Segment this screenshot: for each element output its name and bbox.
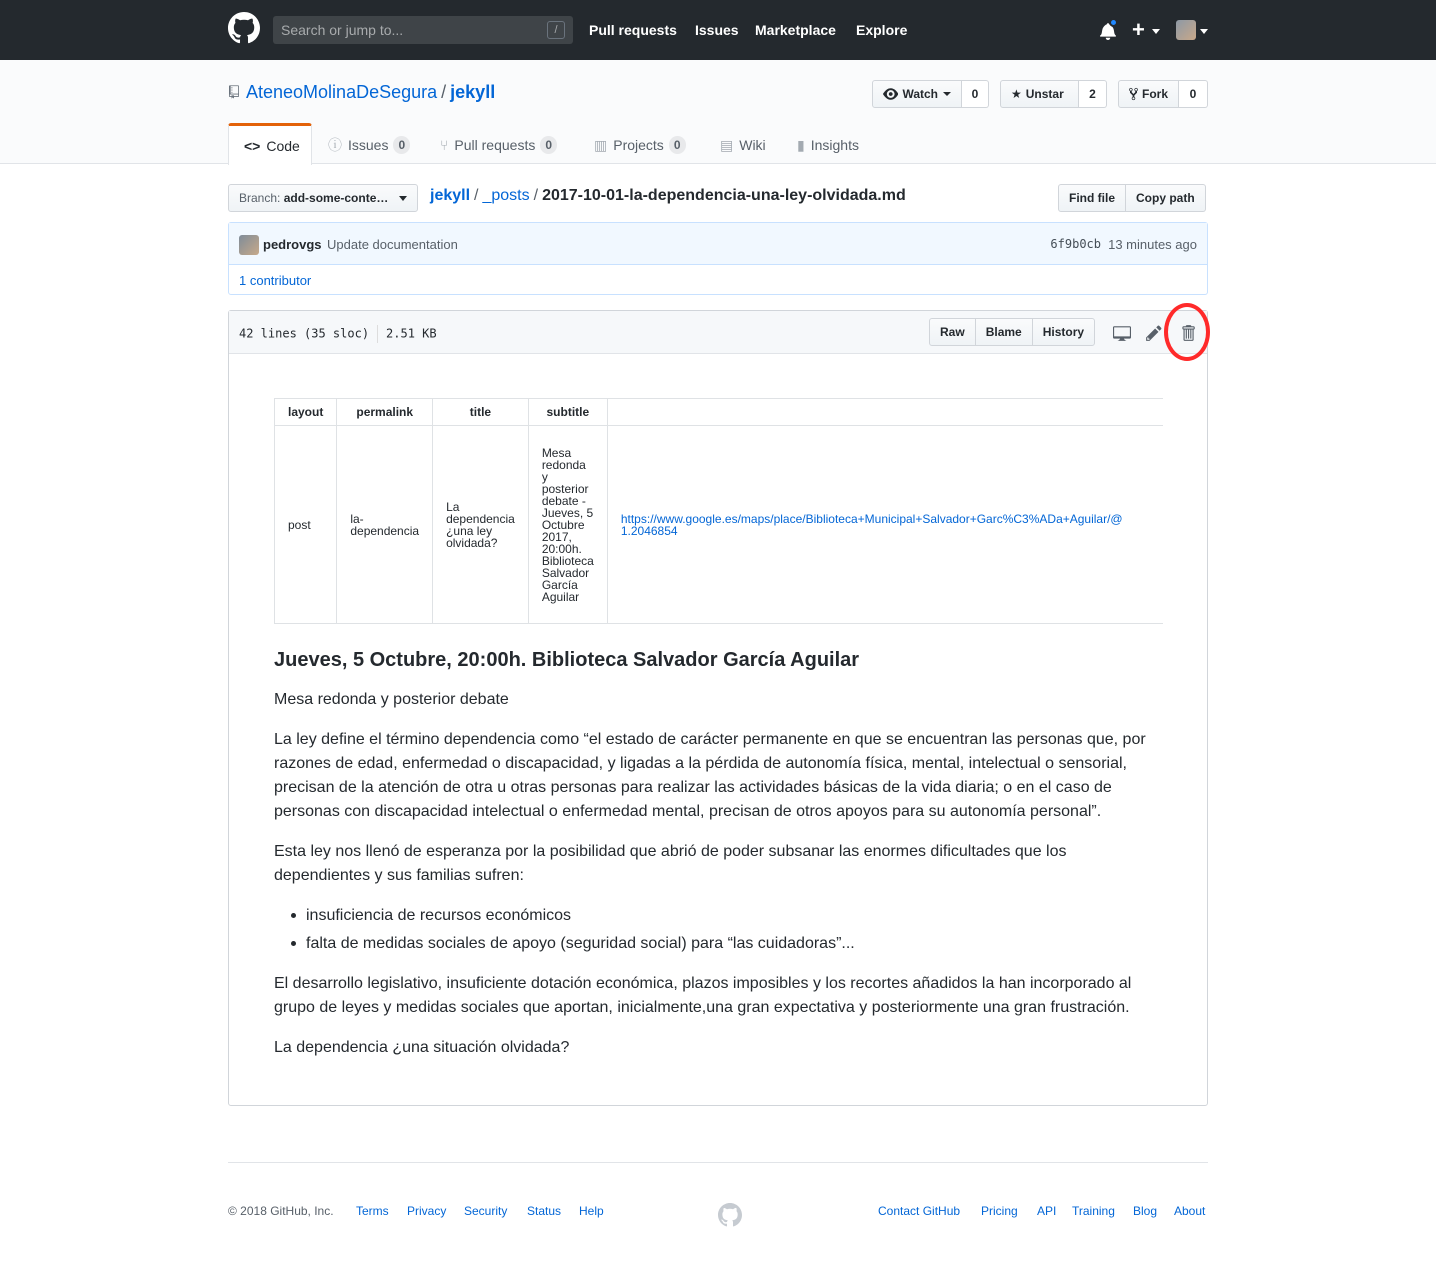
table-cell-title: La dependencia ¿una ley olvidada? bbox=[433, 426, 529, 624]
commit-author[interactable]: pedrovgs bbox=[263, 237, 322, 252]
list-item: insuficiencia de recursos económicos bbox=[306, 907, 572, 924]
bullet-icon bbox=[291, 941, 296, 946]
commit-tease bbox=[229, 223, 1207, 265]
paragraph-line: personas con discapacidad intelectual o enfermedad mental, precisan de otros apoyos para su autonomía personal”. bbox=[274, 803, 1102, 820]
commit-sha[interactable]: 6f9b0cb bbox=[1050, 237, 1101, 251]
paragraph-line: El desarrollo legislativo, insuficiente dotación económica, plazos imposibles y los recortes añadidos la han incorporado al bbox=[274, 975, 1132, 992]
frontmatter-table bbox=[274, 398, 1163, 624]
search-input[interactable] bbox=[273, 16, 573, 44]
footer-link-api[interactable]: API bbox=[1037, 1204, 1057, 1218]
branch-prefix: Branch: bbox=[239, 191, 281, 205]
issues-counter: 0 bbox=[393, 136, 410, 154]
tab-wiki[interactable] bbox=[720, 124, 766, 165]
raw-button[interactable]: Raw bbox=[929, 318, 976, 346]
chevron-down-icon bbox=[1152, 29, 1160, 34]
repo-name-link[interactable]: jekyll bbox=[450, 82, 496, 102]
unstar-label: Unstar bbox=[1025, 87, 1064, 101]
tab-pull-requests-label: Pull requests bbox=[454, 136, 536, 153]
projects-counter: 0 bbox=[669, 136, 686, 154]
watch-group bbox=[872, 80, 989, 108]
chevron-down-icon bbox=[943, 92, 951, 96]
table-row bbox=[275, 426, 1164, 624]
create-new-icon[interactable]: + bbox=[1132, 17, 1145, 42]
notification-indicator bbox=[1109, 18, 1118, 27]
code-icon: <> bbox=[244, 137, 261, 154]
star-group bbox=[1000, 80, 1107, 108]
table-header-row bbox=[275, 399, 1164, 426]
slash-shortcut-badge: / bbox=[547, 21, 565, 39]
find-file-button[interactable]: Find file bbox=[1058, 184, 1126, 212]
tab-code-label: Code bbox=[266, 137, 300, 154]
fork-icon bbox=[1129, 87, 1138, 101]
breadcrumb-dir-link[interactable]: _posts bbox=[482, 187, 530, 204]
footer-link-contact[interactable]: Contact GitHub bbox=[878, 1204, 961, 1218]
tab-insights-label: Insights bbox=[810, 136, 859, 153]
footer-copyright: © 2018 GitHub, Inc. bbox=[228, 1204, 334, 1218]
footer-link-status[interactable]: Status bbox=[527, 1204, 562, 1218]
graph-icon: ▮ bbox=[797, 136, 805, 153]
breadcrumb bbox=[430, 187, 906, 205]
paragraph-line: grupo de leyes y medidas sociales que aportan, inicialmente,una gran expectativa y posteriormente una gran frustración. bbox=[274, 999, 1130, 1016]
paragraph bbox=[274, 728, 1174, 824]
paragraph: Mesa redonda y posterior debate bbox=[274, 691, 509, 708]
github-logo-icon[interactable] bbox=[228, 12, 260, 44]
commit-box bbox=[228, 222, 1208, 295]
commit-message[interactable]: Update documentation bbox=[327, 237, 458, 252]
fork-label: Fork bbox=[1141, 87, 1168, 101]
file-actions bbox=[930, 318, 1095, 346]
footer-link-blog[interactable]: Blog bbox=[1133, 1204, 1158, 1218]
search-placeholder: Search or jump to... bbox=[281, 22, 404, 38]
history-button[interactable]: History bbox=[1032, 318, 1095, 346]
star-icon: ★ bbox=[1011, 87, 1022, 101]
nav-explore[interactable]: Explore bbox=[856, 22, 908, 38]
project-icon: ▥ bbox=[594, 136, 608, 153]
tab-pull-requests[interactable] bbox=[440, 124, 557, 165]
chevron-down-icon bbox=[399, 196, 407, 201]
tab-wiki-label: Wiki bbox=[739, 136, 766, 153]
blame-button[interactable]: Blame bbox=[975, 318, 1033, 346]
breadcrumb-separator: / bbox=[533, 187, 539, 204]
paragraph-line: precisan de la atención de otra u otras personas para realizar las actividades básicas de la vida diaria; o en el caso de bbox=[274, 779, 1112, 796]
breadcrumb-root-link[interactable]: jekyll bbox=[430, 187, 471, 204]
file-size: 2.51 KB bbox=[386, 326, 437, 341]
table-header-cell: permalink bbox=[337, 399, 433, 426]
paragraph-line: dependientes y sus familias sufren: bbox=[274, 867, 524, 884]
repo-title bbox=[246, 82, 495, 103]
branch-select[interactable] bbox=[228, 184, 418, 212]
top-header bbox=[0, 0, 1436, 60]
eye-icon bbox=[883, 88, 898, 100]
nav-pull-requests[interactable]: Pull requests bbox=[589, 22, 677, 38]
avatar[interactable] bbox=[1176, 20, 1196, 40]
fork-button[interactable] bbox=[1118, 80, 1179, 108]
bullet-icon bbox=[291, 913, 296, 918]
chevron-down-icon bbox=[1200, 29, 1208, 34]
github-mark-icon[interactable] bbox=[718, 1203, 742, 1227]
tab-insights[interactable] bbox=[797, 124, 859, 165]
file-header bbox=[229, 311, 1207, 354]
footer-link-pricing[interactable]: Pricing bbox=[981, 1204, 1018, 1218]
table-cell-link bbox=[607, 426, 1163, 624]
watch-button[interactable] bbox=[872, 80, 962, 108]
paragraph-line: razones de edad, enfermedad o discapacidad, y ligadas a la pérdida de autonomía física, mental, intelectual o sensorial, bbox=[274, 755, 1127, 772]
book-icon: ▤ bbox=[720, 136, 734, 153]
avatar[interactable] bbox=[239, 235, 259, 255]
table-header-cell: subtitle bbox=[528, 399, 607, 426]
pull-request-icon: ⑂ bbox=[440, 136, 449, 153]
paragraph-line: La ley define el término dependencia como “el estado de carácter permanente en que se encuentran las personas que, por bbox=[274, 731, 1146, 748]
repo-title-separator: / bbox=[441, 82, 447, 102]
desktop-icon[interactable] bbox=[1113, 324, 1131, 342]
footer-link-help[interactable]: Help bbox=[579, 1204, 604, 1218]
pull-requests-counter: 0 bbox=[540, 136, 557, 154]
nav-marketplace[interactable]: Marketplace bbox=[755, 22, 836, 38]
maps-link[interactable]: https://www.google.es/maps/place/Biblioteca+Municipal+Salvador+Garc%C3%ADa+Aguilar/@ bbox=[620, 511, 1123, 526]
repo-owner-link[interactable]: AteneoMolinaDeSegura bbox=[246, 82, 438, 102]
watch-label: Watch bbox=[902, 87, 938, 101]
table-header-cell bbox=[607, 399, 1163, 426]
table-cell-subtitle: Mesa redonda y posterior debate - Jueves, 5 Octubre 2017, 20:00h. Biblioteca Salvador García Aguilar bbox=[528, 426, 607, 624]
table-header-cell: layout bbox=[275, 399, 337, 426]
repo-header bbox=[0, 60, 1436, 164]
highlight-circle bbox=[1164, 303, 1210, 361]
breadcrumb-file: 2017-10-01-la-dependencia-una-ley-olvidada.md bbox=[542, 187, 906, 204]
tab-issues-label: Issues bbox=[348, 136, 389, 153]
footer-link-security[interactable]: Security bbox=[464, 1204, 508, 1218]
file-nav-buttons bbox=[1058, 184, 1206, 212]
file-lines: 42 lines (35 sloc) bbox=[239, 326, 370, 341]
footer-divider bbox=[228, 1162, 1208, 1163]
table-cell-layout: post bbox=[275, 426, 337, 624]
paragraph: La dependencia ¿una situación olvidada? bbox=[274, 1039, 570, 1056]
copy-path-button[interactable]: Copy path bbox=[1126, 184, 1206, 212]
paragraph bbox=[274, 972, 1174, 1020]
list-item: falta de medidas sociales de apoyo (seguridad social) para “las cuidadoras”... bbox=[306, 935, 855, 952]
file-info bbox=[239, 325, 437, 343]
nav-issues[interactable]: Issues bbox=[695, 22, 739, 38]
tab-projects-label: Projects bbox=[613, 136, 664, 153]
watch-count[interactable]: 0 bbox=[962, 80, 989, 108]
maps-link-tail[interactable]: 1.2046854 bbox=[620, 523, 678, 538]
footer-link-training[interactable]: Training bbox=[1072, 1204, 1115, 1218]
paragraph bbox=[274, 840, 1174, 888]
footer-link-terms[interactable]: Terms bbox=[356, 1204, 389, 1218]
repo-icon bbox=[229, 85, 239, 99]
paragraph-line: Esta ley nos llenó de esperanza por la posibilidad que abrió de poder subsanar las enormes dificultades que los bbox=[274, 843, 1067, 860]
fork-count[interactable]: 0 bbox=[1179, 80, 1208, 108]
issue-icon: ⓘ bbox=[328, 136, 342, 153]
table-header-cell: title bbox=[433, 399, 529, 426]
fork-group bbox=[1118, 80, 1208, 108]
footer-link-privacy[interactable]: Privacy bbox=[407, 1204, 447, 1218]
commit-time: 13 minutes ago bbox=[1108, 237, 1197, 252]
star-count[interactable]: 2 bbox=[1079, 80, 1107, 108]
footer-link-about[interactable]: About bbox=[1174, 1204, 1206, 1218]
tab-code[interactable] bbox=[228, 123, 312, 165]
unstar-button[interactable] bbox=[1000, 80, 1079, 108]
pencil-icon[interactable] bbox=[1145, 324, 1163, 342]
content-heading: Jueves, 5 Octubre, 20:00h. Biblioteca Salvador García Aguilar bbox=[274, 649, 860, 671]
divider bbox=[377, 325, 378, 343]
tab-issues[interactable] bbox=[328, 124, 410, 165]
tab-projects[interactable] bbox=[594, 124, 686, 165]
branch-name: add-some-conte… bbox=[283, 191, 389, 205]
table-cell-permalink: la-dependencia bbox=[337, 426, 433, 624]
contributors-link[interactable]: 1 contributor bbox=[239, 273, 312, 288]
breadcrumb-separator: / bbox=[474, 187, 479, 204]
